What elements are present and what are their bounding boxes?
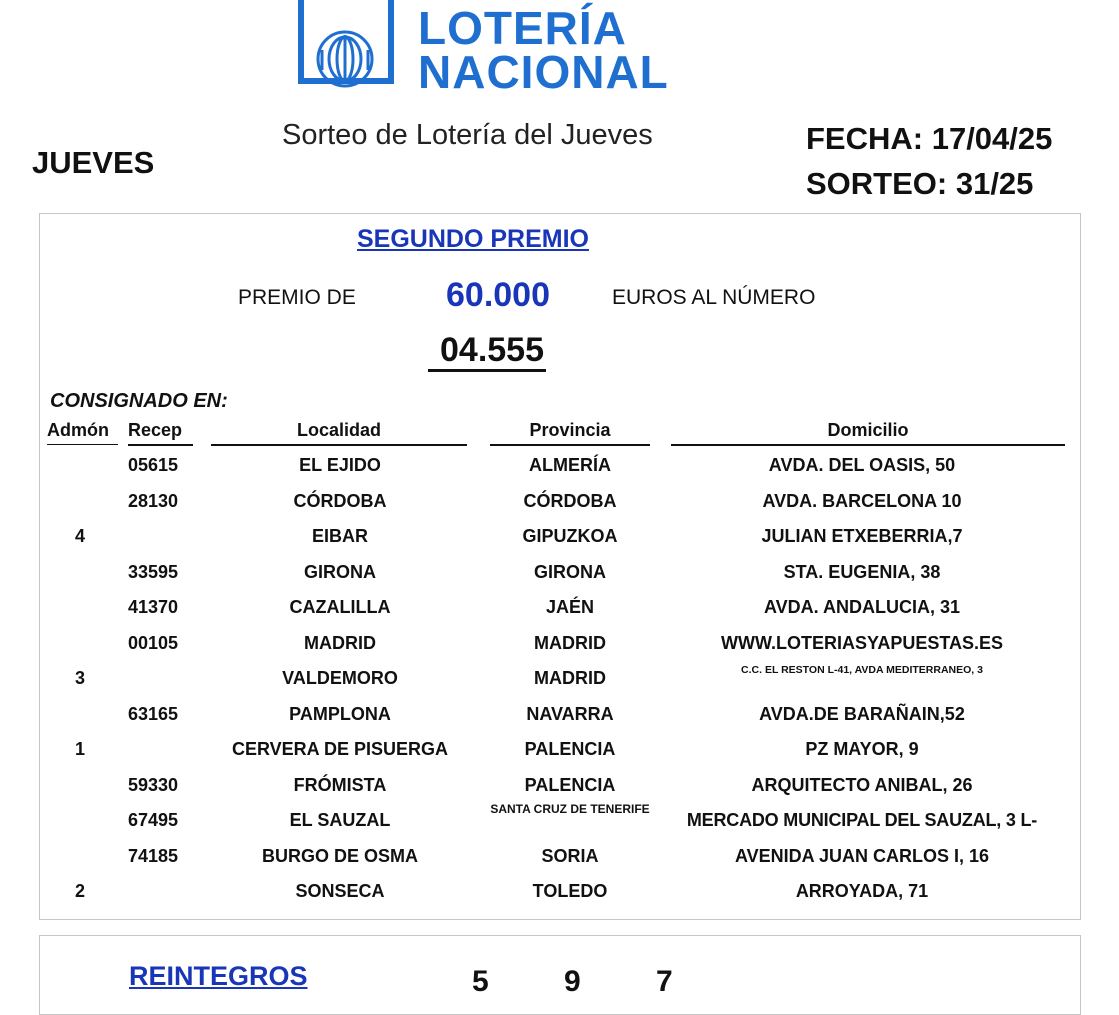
cell-domicilio: ARQUITECTO ANIBAL, 26 <box>751 774 973 795</box>
reintegro-number: 5 <box>472 965 489 998</box>
logo-line-1: LOTERÍA <box>418 2 627 54</box>
logo-wordmark <box>418 2 669 98</box>
cell-domicilio: JULIAN ETXEBERRIA,7 <box>761 526 963 546</box>
cell-recep: 28130 <box>128 490 179 511</box>
header-underline-recep <box>128 444 193 446</box>
cell-domicilio: MERCADO MUNICIPAL DEL SAUZAL, 3 L- <box>686 810 1038 830</box>
winning-number: 04.555 <box>428 331 546 372</box>
column-header-admon: Admón <box>47 420 109 440</box>
cell-admon: 1 <box>75 739 86 759</box>
table-row <box>40 873 1080 909</box>
table-row <box>40 696 1080 732</box>
cell-recep: 41370 <box>128 597 179 617</box>
cell-localidad: CAZALILLA <box>289 597 391 617</box>
cell-provincia: SANTA CRUZ DE TENERIFE <box>490 802 650 816</box>
cell-localidad: BURGO DE OSMA <box>261 845 418 866</box>
table-row <box>40 731 1080 767</box>
consigned-label: CONSIGNADO EN: <box>50 390 228 412</box>
cell-admon: 4 <box>75 526 86 546</box>
cell-localidad: FRÓMISTA <box>293 774 387 795</box>
cell-domicilio: AVENIDA JUAN CARLOS I, 16 <box>734 845 990 866</box>
cell-localidad: GIRONA <box>304 561 376 582</box>
cell-localidad: MADRID <box>304 632 376 653</box>
cell-domicilio: AVDA. BARCELONA 10 <box>762 490 962 511</box>
day-label: JUEVES <box>32 145 155 180</box>
table-row <box>40 625 1080 661</box>
cell-localidad: CERVERA DE PISUERGA <box>231 739 449 759</box>
prize-label: PREMIO DE <box>238 286 356 309</box>
cell-recep: 59330 <box>128 774 179 795</box>
table-row <box>40 447 1080 483</box>
column-header-provincia: Provincia <box>529 420 611 440</box>
logo-line-2: NACIONAL <box>418 46 669 98</box>
cell-localidad: CÓRDOBA <box>293 490 387 511</box>
column-header-recep: Recep <box>128 420 183 440</box>
cell-domicilio: ARROYADA, 71 <box>795 881 929 901</box>
table-row <box>40 589 1080 625</box>
table-row <box>40 554 1080 590</box>
cell-localidad: PAMPLONA <box>289 703 391 724</box>
globe-icon <box>316 30 374 88</box>
cell-provincia: CÓRDOBA <box>523 490 617 511</box>
cell-domicilio: C.C. EL RESTON L-41, AVDA MEDITERRANEO, 3 <box>741 664 983 676</box>
cell-localidad: EL SAUZAL <box>289 810 391 830</box>
prize-amount: 60.000 <box>446 276 550 314</box>
cell-provincia: NAVARRA <box>526 703 614 724</box>
winners-table <box>40 447 1080 909</box>
header-underline-localidad <box>211 444 467 446</box>
cell-admon: 2 <box>75 881 86 901</box>
cell-recep: 67495 <box>128 810 179 830</box>
cell-recep: 33595 <box>128 561 179 582</box>
cell-localidad: VALDEMORO <box>282 668 398 688</box>
table-row <box>40 802 1080 838</box>
cell-admon: 3 <box>75 668 86 688</box>
cell-recep: 00105 <box>128 632 179 653</box>
column-header-domicilio: Domicilio <box>827 420 909 440</box>
cell-domicilio: WWW.LOTERIASYAPUESTAS.ES <box>720 632 1004 653</box>
cell-provincia: TOLEDO <box>532 881 608 901</box>
cell-provincia: MADRID <box>534 632 606 653</box>
header-underline-provincia <box>490 444 650 446</box>
cell-domicilio: AVDA. ANDALUCIA, 31 <box>763 597 960 617</box>
header-underline-domicilio <box>671 444 1065 446</box>
prize-unit-label: EUROS AL NÚMERO <box>612 286 816 309</box>
draw-number: SORTEO: 31/25 <box>806 166 1034 201</box>
reintegros-title: REINTEGROS <box>129 961 308 991</box>
cell-recep: 05615 <box>128 455 179 475</box>
prize-title: SEGUNDO PREMIO <box>357 225 589 253</box>
cell-provincia: ALMERÍA <box>529 455 611 475</box>
cell-provincia: GIRONA <box>534 561 606 582</box>
table-row <box>40 483 1080 519</box>
cell-recep: 63165 <box>128 703 179 724</box>
cell-localidad: EL EJIDO <box>299 455 381 475</box>
cell-domicilio: STA. EUGENIA, 38 <box>783 561 941 582</box>
cell-provincia: PALENCIA <box>524 739 616 759</box>
table-row <box>40 660 1080 696</box>
cell-provincia: JAÉN <box>545 597 594 617</box>
header-underline-admon <box>47 444 118 445</box>
cell-localidad: SONSECA <box>295 881 385 901</box>
cell-localidad: EIBAR <box>311 526 368 546</box>
draw-subtitle: Sorteo de Lotería del Jueves <box>282 119 653 151</box>
table-row <box>40 518 1080 554</box>
table-row <box>40 767 1080 803</box>
cell-domicilio: PZ MAYOR, 9 <box>805 739 919 759</box>
draw-date: FECHA: 17/04/25 <box>806 121 1053 156</box>
cell-domicilio: AVDA.DE BARAÑAIN,52 <box>759 703 965 724</box>
cell-provincia: MADRID <box>534 668 606 688</box>
cell-provincia: SORIA <box>541 845 599 866</box>
reintegro-number: 7 <box>656 965 673 998</box>
cell-provincia: GIPUZKOA <box>522 526 618 546</box>
reintegro-number: 9 <box>564 965 581 998</box>
cell-provincia: PALENCIA <box>524 774 616 795</box>
cell-recep: 74185 <box>128 845 179 866</box>
column-header-localidad: Localidad <box>296 420 381 440</box>
cell-domicilio: AVDA. DEL OASIS, 50 <box>768 455 956 475</box>
table-row <box>40 838 1080 874</box>
